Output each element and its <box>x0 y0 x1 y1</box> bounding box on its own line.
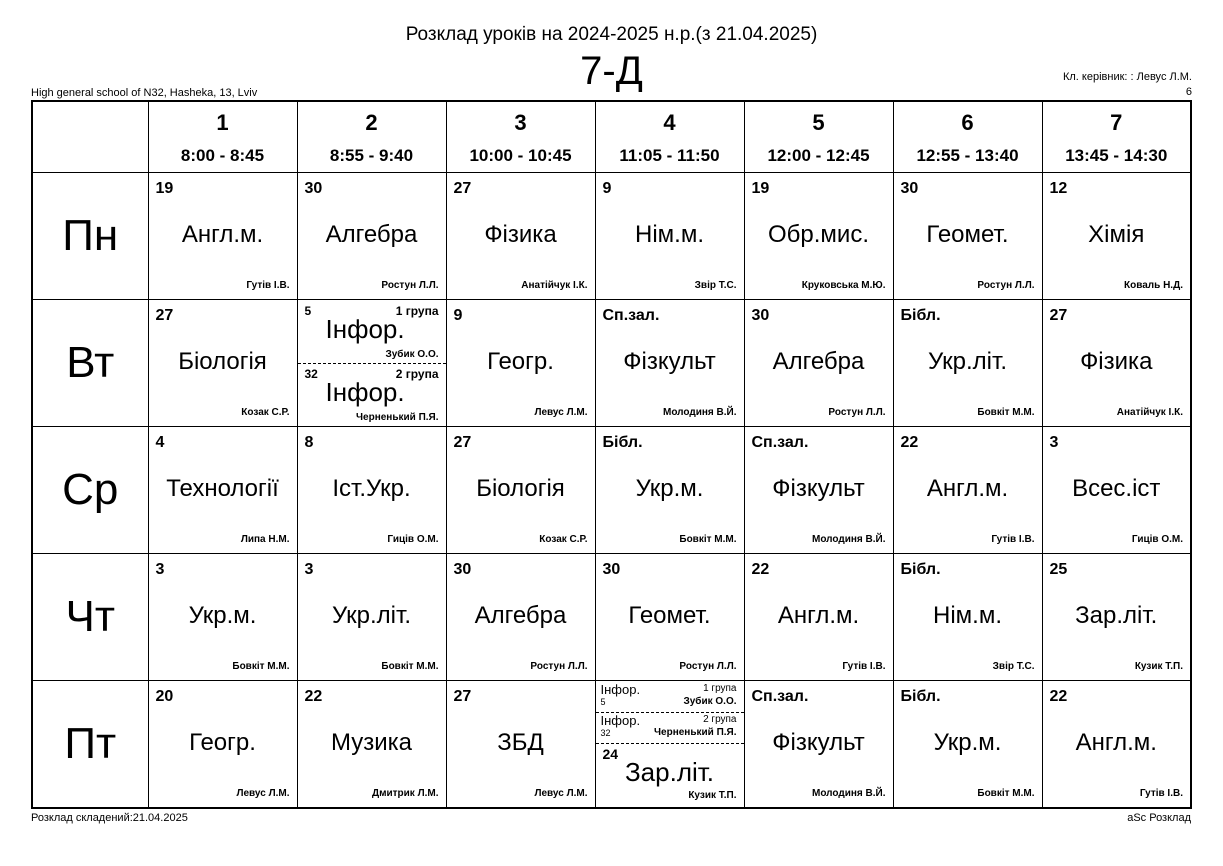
teacher-name: Гутів І.В. <box>842 661 886 672</box>
lesson-cell <box>297 681 446 809</box>
subject-name: Укр.м. <box>933 729 1002 756</box>
room-number: Бібл. <box>900 688 941 705</box>
period-time: 8:55 - 9:40 <box>329 146 414 165</box>
lesson-cell <box>1042 427 1191 554</box>
lesson-content <box>1043 681 1191 807</box>
day-row <box>32 554 1191 681</box>
teacher-name: Бовкіт М.М. <box>679 534 737 545</box>
teacher-name: Анатійчук І.К. <box>1116 407 1183 418</box>
lesson-cell <box>148 173 297 300</box>
teacher-name: Кузик Т.П. <box>1134 661 1183 672</box>
subject-name: Інфор. <box>325 377 405 407</box>
period-header <box>595 101 744 173</box>
teacher-name: Черненький П.Я. <box>654 727 737 738</box>
group-label: 2 група <box>395 367 439 381</box>
period-header <box>1042 101 1191 173</box>
teacher-name: Зубик О.О. <box>683 696 737 707</box>
day-name: Чт <box>32 554 148 681</box>
period-header <box>446 101 595 173</box>
lesson-cell <box>297 173 446 300</box>
lesson-content <box>149 681 297 807</box>
lesson-content <box>596 554 744 680</box>
day-name: Пт <box>32 681 148 809</box>
subject-name: Англ.м. <box>181 221 264 248</box>
lesson-content <box>298 173 446 299</box>
class-teacher-label: Кл. керівник: : Левус Л.М. <box>1062 71 1192 83</box>
room-number: Бібл. <box>900 307 941 324</box>
period-number: 7 <box>1110 110 1123 135</box>
subject-name: Геогр. <box>189 729 256 756</box>
room-number: 27 <box>1049 307 1068 324</box>
teacher-name: Гиців О.М. <box>387 534 439 545</box>
period-time: 12:00 - 12:45 <box>767 146 870 165</box>
subject-name: Алгебра <box>325 221 418 248</box>
teacher-name: Левус Л.М. <box>236 788 290 799</box>
subject-name: Біологія <box>178 348 267 375</box>
lesson-content <box>894 554 1042 680</box>
teacher-name: Козак С.Р. <box>241 407 290 418</box>
group-lesson <box>298 300 446 364</box>
subject-name: Англ.м. <box>926 475 1009 502</box>
lesson-content <box>447 554 595 680</box>
room-number: 24 <box>602 746 619 762</box>
subject-name: Музика <box>330 729 413 756</box>
lesson-cell <box>297 554 446 681</box>
teacher-name: Ростун Л.Л. <box>679 661 737 672</box>
lesson-content <box>447 427 595 553</box>
subject-name: Іст.Укр. <box>332 475 411 502</box>
room-number: 25 <box>1049 561 1068 578</box>
period-header <box>148 101 297 173</box>
lesson-content <box>745 427 893 553</box>
room-number: 4 <box>155 434 165 451</box>
subject-name: Зар.літ. <box>1075 602 1158 629</box>
period-time: 13:45 - 14:30 <box>1065 146 1168 165</box>
group-lesson <box>596 712 744 744</box>
day-row <box>32 173 1191 300</box>
lesson-content <box>447 300 595 426</box>
room-number: 3 <box>304 561 314 578</box>
lesson-content <box>298 554 446 680</box>
lesson-cell <box>893 173 1042 300</box>
teacher-name: Молодиня В.Й. <box>662 407 737 418</box>
lesson-content <box>894 173 1042 299</box>
lesson-content <box>1043 173 1191 299</box>
subject-name: Обр.мис. <box>767 221 869 248</box>
lesson-content <box>149 173 297 299</box>
day-name: Пн <box>32 173 148 300</box>
room-number: 5 <box>304 304 312 318</box>
subject-name: Алгебра <box>772 348 865 375</box>
lesson-cell <box>1042 300 1191 427</box>
day-row <box>32 300 1191 427</box>
teacher-name: Звір Т.С. <box>992 661 1035 672</box>
period-header <box>893 101 1042 173</box>
period-header <box>744 101 893 173</box>
teacher-name: Дмитрик Л.М. <box>371 788 439 799</box>
lesson-part <box>596 743 744 807</box>
room-number: 8 <box>304 434 314 451</box>
subject-name: Геомет. <box>926 221 1009 248</box>
teacher-name: Кузик Т.П. <box>688 790 737 801</box>
period-header <box>297 101 446 173</box>
room-number: 30 <box>900 180 919 197</box>
day-row <box>32 427 1191 554</box>
subject-name: Алгебра <box>474 602 567 629</box>
subject-name: Інфор. <box>600 713 641 728</box>
lesson-cell <box>148 554 297 681</box>
lesson-cell <box>744 173 893 300</box>
subject-name: Хімія <box>1088 221 1145 248</box>
subject-name: Фізкульт <box>772 729 865 756</box>
period-time: 12:55 - 13:40 <box>916 146 1019 165</box>
teacher-name: Черненький П.Я. <box>356 412 439 423</box>
timetable-grid <box>31 100 1192 809</box>
period-number: 5 <box>812 110 825 135</box>
room-number: 12 <box>1049 180 1068 197</box>
lesson-cell <box>148 427 297 554</box>
teacher-name: Зубик О.О. <box>385 349 439 360</box>
room-number: 9 <box>602 180 612 197</box>
class-teacher-number: 6 <box>1185 86 1192 98</box>
teacher-name: Молодиня В.Й. <box>811 788 886 799</box>
group-lesson <box>596 681 744 713</box>
teacher-name: Гутів І.В. <box>246 280 290 291</box>
teacher-name: Бовкіт М.М. <box>977 788 1035 799</box>
day-row <box>32 681 1191 809</box>
room-number: 27 <box>453 688 472 705</box>
lesson-cell <box>297 300 446 427</box>
lesson-content <box>596 173 744 299</box>
lesson-cell <box>595 681 744 809</box>
subject-name: Зар.літ. <box>624 757 715 787</box>
group-label: 2 група <box>703 714 737 725</box>
teacher-name: Левус Л.М. <box>534 788 588 799</box>
lesson-cell <box>446 427 595 554</box>
lesson-cell <box>148 300 297 427</box>
subject-name: Фізика <box>484 221 557 248</box>
room-number: 3 <box>155 561 165 578</box>
lesson-content <box>1043 300 1191 426</box>
lesson-content <box>298 300 446 426</box>
room-number: Сп.зал. <box>751 688 809 705</box>
teacher-name: Коваль Н.Д. <box>1124 280 1183 291</box>
teacher-name: Ростун Л.Л. <box>977 280 1035 291</box>
teacher-name: Бовкіт М.М. <box>381 661 439 672</box>
period-number: 1 <box>216 110 229 135</box>
room-number: 22 <box>1049 688 1068 705</box>
lesson-cell <box>1042 173 1191 300</box>
period-time: 11:05 - 11:50 <box>619 146 720 165</box>
room-number: 9 <box>453 307 463 324</box>
lesson-cell <box>446 681 595 809</box>
lesson-cell <box>893 427 1042 554</box>
subject-name: Біологія <box>476 475 565 502</box>
lesson-cell <box>595 427 744 554</box>
subject-name: Інфор. <box>600 682 641 697</box>
room-number: 22 <box>304 688 323 705</box>
lesson-content <box>596 427 744 553</box>
period-header-row <box>32 101 1191 173</box>
lesson-cell <box>595 300 744 427</box>
lesson-cell <box>744 300 893 427</box>
lesson-content <box>745 681 893 807</box>
room-number: 22 <box>900 434 919 451</box>
room-number: 32 <box>600 728 611 738</box>
lesson-content <box>447 173 595 299</box>
teacher-name: Липа Н.М. <box>240 534 290 545</box>
lesson-cell <box>446 173 595 300</box>
lesson-content <box>1043 427 1191 553</box>
teacher-name: Бовкіт М.М. <box>977 407 1035 418</box>
lesson-cell <box>893 300 1042 427</box>
teacher-name: Ростун Л.Л. <box>828 407 886 418</box>
room-number: 30 <box>453 561 472 578</box>
lesson-content <box>149 300 297 426</box>
teacher-name: Гиців О.М. <box>1131 534 1183 545</box>
subject-name: Англ.м. <box>1075 729 1157 756</box>
teacher-name: Анатійчук І.К. <box>521 280 588 291</box>
app-name: aSc Розклад <box>1127 812 1191 824</box>
room-number: 30 <box>751 307 770 324</box>
lesson-content <box>1043 554 1191 680</box>
room-number: 20 <box>155 688 174 705</box>
lesson-cell <box>148 681 297 809</box>
lesson-cell <box>595 173 744 300</box>
day-name: Вт <box>32 300 148 427</box>
subject-name: Геомет. <box>628 602 711 629</box>
period-time: 8:00 - 8:45 <box>180 146 265 165</box>
subject-name: Укр.м. <box>635 475 704 502</box>
class-name: 7-Д <box>580 49 643 93</box>
lesson-cell <box>1042 681 1191 809</box>
subject-name: Всес.іст <box>1072 475 1161 502</box>
room-number: 32 <box>304 367 318 381</box>
room-number: 30 <box>602 561 621 578</box>
lesson-cell <box>893 554 1042 681</box>
teacher-name: Гутів І.В. <box>991 534 1035 545</box>
subject-name: Фізкульт <box>772 475 865 502</box>
period-number: 3 <box>514 110 527 135</box>
lesson-content <box>894 300 1042 426</box>
subject-name: Укр.м. <box>188 602 257 629</box>
lesson-cell <box>1042 554 1191 681</box>
lesson-cell <box>744 554 893 681</box>
corner-cell <box>32 101 148 173</box>
lesson-content <box>745 300 893 426</box>
lesson-cell <box>297 427 446 554</box>
teacher-name: Козак С.Р. <box>539 534 588 545</box>
lesson-cell <box>446 554 595 681</box>
period-number: 6 <box>961 110 974 135</box>
teacher-name: Ростун Л.Л. <box>381 280 439 291</box>
school-name: High general school of N32, Hasheka, 13, Lviv <box>31 87 258 99</box>
room-number: 19 <box>155 180 174 197</box>
teacher-name: Молодиня В.Й. <box>811 534 886 545</box>
subject-name: Укр.літ. <box>927 348 1008 375</box>
lesson-content <box>149 427 297 553</box>
teacher-name: Звір Т.С. <box>694 280 737 291</box>
lesson-content <box>298 427 446 553</box>
lesson-cell <box>893 681 1042 809</box>
lesson-content <box>745 554 893 680</box>
lesson-content <box>596 300 744 426</box>
lesson-content <box>745 173 893 299</box>
subject-name: ЗБД <box>497 729 544 756</box>
teacher-name: Ростун Л.Л. <box>530 661 588 672</box>
created-date: Розклад складений:21.04.2025 <box>31 812 188 824</box>
period-time: 10:00 - 10:45 <box>469 146 572 165</box>
room-number: Бібл. <box>602 434 643 451</box>
lesson-content <box>894 681 1042 807</box>
lesson-content <box>149 554 297 680</box>
class-teacher <box>1063 70 1192 100</box>
day-name: Ср <box>32 427 148 554</box>
room-number: 5 <box>600 697 606 707</box>
lesson-content <box>447 681 595 807</box>
room-number: 27 <box>155 307 174 324</box>
subject-name: Нім.м. <box>933 602 1002 629</box>
subject-name: Укр.літ. <box>331 602 412 629</box>
subject-name: Технології <box>166 475 279 502</box>
teacher-name: Левус Л.М. <box>534 407 588 418</box>
group-label: 1 група <box>703 683 737 694</box>
schedule-title: Розклад уроків на 2024-2025 н.р.(з 21.04.2025) <box>405 24 818 45</box>
lesson-content <box>298 681 446 807</box>
room-number: 27 <box>453 180 472 197</box>
subject-name: Фізкульт <box>623 348 716 375</box>
lesson-content <box>596 681 744 807</box>
period-number: 4 <box>663 110 676 135</box>
room-number: 22 <box>751 561 770 578</box>
room-number: 27 <box>453 434 472 451</box>
teacher-name: Бовкіт М.М. <box>232 661 290 672</box>
subject-name: Інфор. <box>325 314 405 344</box>
period-number: 2 <box>365 110 378 135</box>
room-number: Бібл. <box>900 561 941 578</box>
subject-name: Фізика <box>1080 348 1153 375</box>
group-lesson <box>298 363 446 426</box>
lesson-cell <box>744 681 893 809</box>
group-label: 1 група <box>395 304 439 318</box>
lesson-cell <box>595 554 744 681</box>
subject-name: Англ.м. <box>777 602 860 629</box>
subject-name: Геогр. <box>487 348 554 375</box>
room-number: 30 <box>304 180 323 197</box>
teacher-name: Гутів І.В. <box>1139 788 1183 799</box>
room-number: 3 <box>1049 434 1059 451</box>
lesson-cell <box>446 300 595 427</box>
lesson-cell <box>744 427 893 554</box>
room-number: Сп.зал. <box>602 307 660 324</box>
room-number: Сп.зал. <box>751 434 809 451</box>
subject-name: Нім.м. <box>635 221 704 248</box>
lesson-content <box>894 427 1042 553</box>
room-number: 19 <box>751 180 770 197</box>
teacher-name: Круковська М.Ю. <box>801 280 886 291</box>
